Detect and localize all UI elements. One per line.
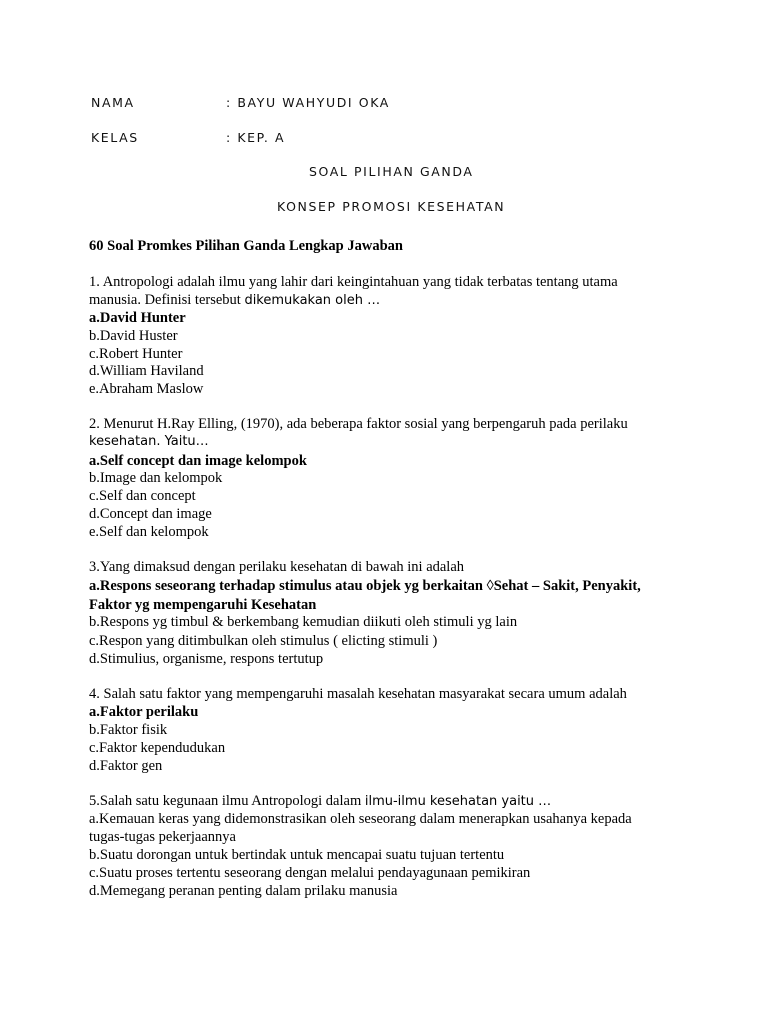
q2-option-a: a.Self concept dan image kelompok xyxy=(89,453,307,469)
kelas-value: : KEP. A xyxy=(226,130,286,145)
q5-option-a-line1: a.Kemauan keras yang didemonstrasikan oleh seseorang dalam menerapkan usahanya kepada xyxy=(89,811,632,827)
q5-text-line1: 5.Salah satu kegunaan ilmu Antropologi dalam ilmu-ilmu kesehatan yaitu … xyxy=(89,793,552,809)
q1-option-a: a.David Hunter xyxy=(89,310,186,326)
q5-option-b: b.Suatu dorongan untuk bertindak untuk mencapai suatu tujuan tertentu xyxy=(89,847,505,863)
kelas-label: KELAS xyxy=(91,130,139,145)
q1-option-d: d.William Haviland xyxy=(89,363,204,379)
q3-text-line1: 3.Yang dimaksud dengan perilaku kesehatan di bawah ini adalah xyxy=(89,559,465,575)
q2-option-c: c.Self dan concept xyxy=(89,488,196,504)
subtitle-soal: SOAL PILIHAN GANDA xyxy=(309,164,474,179)
q4-option-d: d.Faktor gen xyxy=(89,758,163,774)
q3-option-b: b.Respons yg timbul & berkembang kemudian diikuti oleh stimuli yg lain xyxy=(89,614,518,630)
q5-option-a-line2: tugas-tugas pekerjaannya xyxy=(89,829,236,845)
q1-option-e: e.Abraham Maslow xyxy=(89,381,204,397)
doc-title: 60 Soal Promkes Pilihan Ganda Lengkap Jawaban xyxy=(89,238,403,254)
q5-option-c: c.Suatu proses tertentu seseorang dengan melalui pendayagunaan pemikiran xyxy=(89,865,531,881)
q3-option-c: c.Respon yang ditimbulkan oleh stimulus ( elicting stimuli ) xyxy=(89,633,438,649)
q2-option-b: b.Image dan kelompok xyxy=(89,470,223,486)
q2-option-d: d.Concept dan image xyxy=(89,506,212,522)
q4-option-a: a.Faktor perilaku xyxy=(89,704,199,720)
q1-option-b: b.David Huster xyxy=(89,328,178,344)
q4-option-b: b.Faktor fisik xyxy=(89,722,168,738)
q1-option-c: c.Robert Hunter xyxy=(89,346,183,362)
q3-option-a-line2: Faktor yg mempengaruhi Kesehatan xyxy=(89,597,317,613)
q2-text-line2: kesehatan. Yaitu… xyxy=(89,434,209,449)
q5-option-d: d.Memegang peranan penting dalam prilaku manusia xyxy=(89,883,398,899)
q4-text-line1: 4. Salah satu faktor yang mempengaruhi masalah kesehatan masyarakat secara umum adalah xyxy=(89,686,627,702)
q4-option-c: c.Faktor kependudukan xyxy=(89,740,226,756)
nama-label: NAMA xyxy=(91,95,135,110)
q1-text-line2: manusia. Definisi tersebut dikemukakan oleh … xyxy=(89,292,381,308)
subtitle-konsep: KONSEP PROMOSI KESEHATAN xyxy=(277,199,506,214)
q1-text-line1: 1. Antropologi adalah ilmu yang lahir dari keingintahuan yang tidak terbatas tentang utama xyxy=(89,274,618,290)
nama-value: : BAYU WAHYUDI OKA xyxy=(226,95,390,110)
q2-option-e: e.Self dan kelompok xyxy=(89,524,209,540)
q2-text-line1: 2. Menurut H.Ray Elling, (1970), ada beberapa faktor sosial yang berpengaruh pada perilaku xyxy=(89,416,628,432)
q3-option-d: d.Stimulius, organisme, respons tertutup xyxy=(89,651,324,667)
q3-option-a-line1: a.Respons seseorang terhadap stimulus atau objek yg berkaitan ◊Sehat – Sakit, Penyakit, xyxy=(89,578,641,594)
